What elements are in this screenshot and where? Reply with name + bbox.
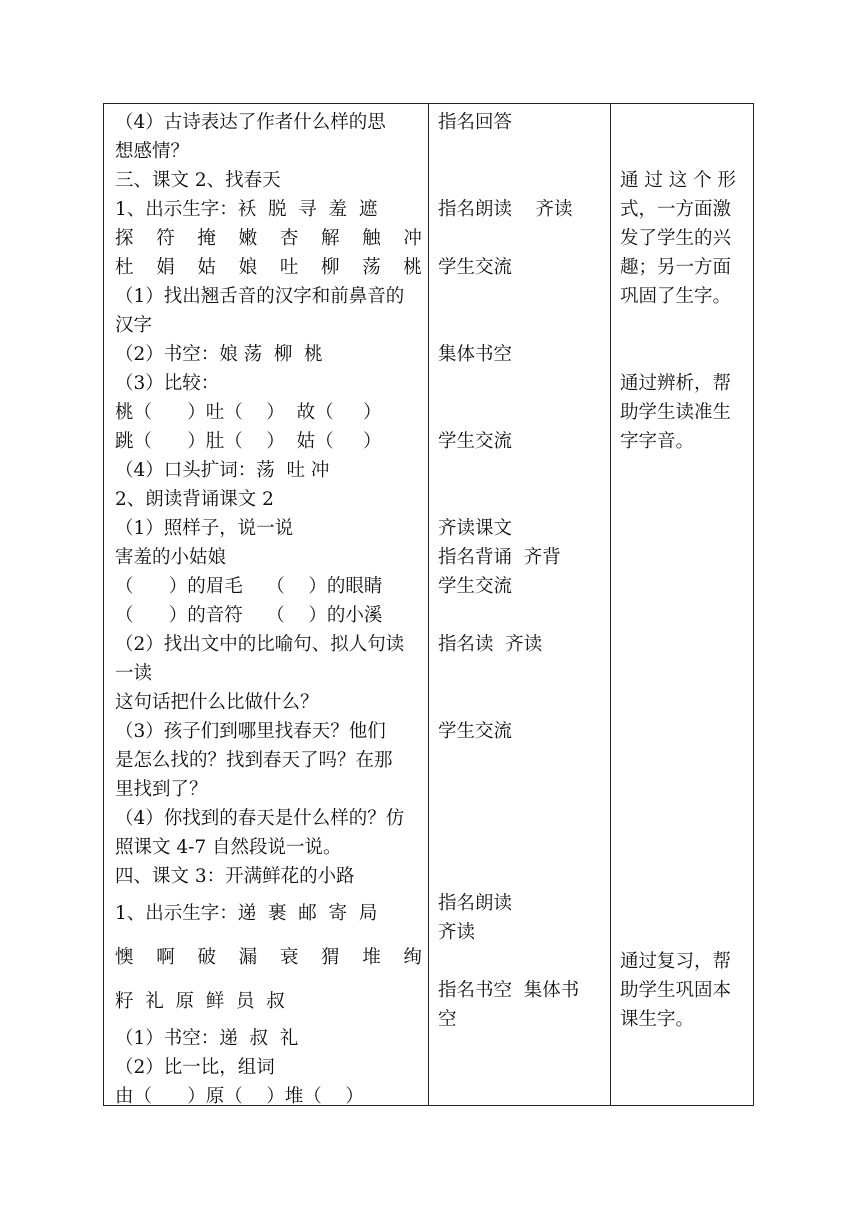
col1-text-line: 想感情？ (115, 141, 190, 162)
col2-text-line: 学生交流 (438, 576, 513, 597)
lesson-plan-table (103, 103, 754, 1106)
col2-text-line: 学生交流 (438, 257, 513, 278)
col1-text-line: （2）比一比，组词 (115, 1057, 275, 1078)
col2-text-line: 指名朗读 齐读 (438, 199, 573, 220)
col2-text-line: 齐读 (438, 922, 476, 943)
col3-text-line: 式，一方面激 (620, 199, 732, 220)
col1-text-line (115, 944, 422, 972)
col1-text-line: 籽 礼 原 鲜 员 叔 (115, 991, 285, 1012)
col1-text-line: 四、课文 3：开满鲜花的小路 (115, 866, 355, 887)
col1-text-line: 是怎么找的？找到春天了吗？在那 (115, 750, 393, 771)
col1-text-line: （ ）的眉毛 （ ）的眼睛 (115, 576, 383, 597)
glyph: 荡 (362, 257, 381, 278)
col1-text-line: 三、课文 2、找春天 (115, 170, 281, 191)
col1-text-line: 2、朗读背诵课文 2 (115, 489, 274, 510)
col2-text-line: 指名背诵 齐背 (438, 547, 561, 568)
col1-text-line: 桃（ ）吐（ ） 故（ ） (115, 402, 382, 423)
col2-text-line: 齐读课文 (438, 518, 513, 539)
glyph: 破 (197, 947, 216, 968)
col1-text-line: 跳（ ）肚（ ） 姑（ ） (115, 431, 382, 452)
glyph: 猬 (321, 947, 340, 968)
col3-text-line: 助学生巩固本 (620, 980, 732, 1001)
glyph: 杏 (279, 228, 299, 249)
col1-text-line: （4）你找到的春天是什么样的？仿 (115, 808, 405, 829)
glyph: 柳 (321, 257, 340, 278)
col3-text-line: 课生字。 (620, 1009, 695, 1030)
glyph: 漏 (238, 947, 258, 968)
col1-text-line: 里找到了？ (115, 779, 208, 800)
col1-text-line: （3）孩子们到哪里找春天？他们 (115, 721, 386, 742)
col1-text-line: 害羞的小姑娘 (115, 547, 227, 568)
glyph: 吐 (279, 257, 299, 278)
glyph: 桃 (403, 257, 422, 278)
glyph: 绚 (403, 947, 422, 968)
col2-text-line: 空 (438, 1009, 457, 1030)
col2-text-line: 指名读 齐读 (438, 634, 543, 655)
glyph: 啊 (156, 947, 175, 968)
col1-text-line: 这句话把什么比做什么？ (115, 692, 319, 713)
col1-text-line: 一读 (115, 663, 153, 684)
glyph: 堆 (362, 947, 381, 968)
col1-text-line: （4）口头扩词：荡 吐 冲 (115, 460, 330, 481)
col3-text-line: 趣；另一方面 (620, 257, 732, 278)
col1-text-line: 由（ ）原（ ）堆（ ） (115, 1086, 364, 1107)
col1-text-line: （ ）的音符 （ ）的小溪 (115, 605, 383, 626)
col1-text-line: （4）古诗表达了作者什么样的思 (115, 112, 386, 133)
glyph: 掩 (197, 228, 216, 249)
design-intent-column (620, 104, 748, 1105)
col1-text-line: 照课文 4-7 自然段说一说。 (115, 837, 342, 858)
col1-text-line: （2）找出文中的比喻句、拟人句读 (115, 634, 405, 655)
glyph: 娘 (238, 257, 258, 278)
glyph: 探 (115, 228, 134, 249)
col3-text-line: 巩固了生字。 (620, 286, 732, 307)
col1-text-line: 汉字 (115, 315, 153, 336)
glyph: 解 (321, 228, 340, 249)
col3-text-line: 助学生读准生 (620, 402, 732, 423)
col1-text-line: 1、出示生字：递 裹 邮 寄 局 (115, 903, 378, 924)
col1-text-line (115, 225, 422, 253)
glyph: 姑 (197, 257, 216, 278)
glyph: 娟 (156, 257, 175, 278)
teaching-method-column (438, 104, 604, 1105)
glyph: 符 (156, 228, 175, 249)
col1-text-line (115, 254, 422, 282)
glyph: 懊 (115, 947, 134, 968)
col2-text-line: 学生交流 (438, 721, 513, 742)
col2-text-line: 集体书空 (438, 344, 513, 365)
glyph: 杜 (115, 257, 134, 278)
col1-text-line: 1、出示生字：袄 脱 寻 羞 遮 (115, 199, 378, 220)
col2-text-line: 学生交流 (438, 431, 513, 452)
col1-text-line: （1）书空：递 叔 礼 (115, 1028, 299, 1049)
col1-text-line: （3）比较： (115, 373, 220, 394)
col3-text-line: 字字音。 (620, 431, 695, 452)
col3-text-line: 通 过 这 个 形 (620, 170, 737, 191)
col1-text-line: （1）照样子，说一说 (115, 518, 294, 539)
glyph: 冲 (403, 228, 422, 249)
col3-text-line: 发了学生的兴 (620, 228, 732, 249)
col1-text-line: （2）书空：娘 荡 柳 桃 (115, 344, 323, 365)
col2-text-line: 指名朗读 (438, 893, 513, 914)
column-divider (428, 104, 429, 1105)
col3-text-line: 通过复习，帮 (620, 951, 732, 972)
col1-text-line: （1）找出翘舌音的汉字和前鼻音的 (115, 286, 405, 307)
column-divider (610, 104, 611, 1105)
col2-text-line: 指名回答 (438, 112, 513, 133)
glyph: 衰 (279, 947, 299, 968)
glyph: 嫩 (238, 228, 258, 249)
col3-text-line: 通过辨析，帮 (620, 373, 732, 394)
glyph: 触 (362, 228, 381, 249)
col2-text-line: 指名书空 集体书 (438, 980, 580, 1001)
teaching-content-column (115, 104, 422, 1105)
